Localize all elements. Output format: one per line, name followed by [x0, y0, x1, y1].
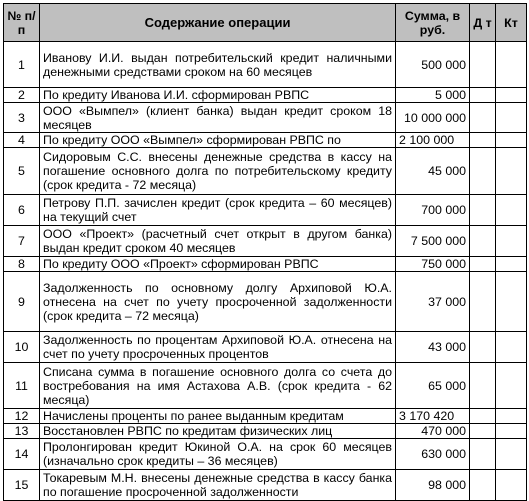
- row-debit: [470, 148, 496, 195]
- operations-table-container: [3, 3, 527, 501]
- header-sum: Сумма, в руб.: [396, 4, 470, 42]
- row-number: 14: [4, 439, 40, 470]
- row-sum: 500 000: [396, 42, 470, 88]
- row-credit: [496, 409, 527, 424]
- row-number: 5: [4, 148, 40, 195]
- row-number: 1: [4, 42, 40, 88]
- row-number: 3: [4, 103, 40, 133]
- row-credit: [496, 424, 527, 439]
- operations-table: [3, 3, 527, 501]
- row-debit: [470, 88, 496, 103]
- row-sum: 98 000: [396, 470, 470, 501]
- row-number: 7: [4, 226, 40, 257]
- row-credit: [496, 88, 527, 103]
- table-row: [4, 470, 527, 501]
- row-sum: 3 170 420: [396, 409, 470, 424]
- table-row: [4, 363, 527, 409]
- table-row: [4, 424, 527, 439]
- row-sum: 7 500 000: [396, 226, 470, 257]
- row-debit: [470, 195, 496, 226]
- row-credit: [496, 148, 527, 195]
- row-debit: [470, 272, 496, 332]
- row-debit: [470, 133, 496, 148]
- row-description: Сидоровым С.С. внесены денежные средства в кассу на погашение основного долга по потребительскому кредиту (срок кредита - 72 месяца): [40, 148, 396, 195]
- header-description: Содержание операции: [40, 4, 396, 42]
- row-debit: [470, 439, 496, 470]
- row-number: 8: [4, 257, 40, 272]
- row-description: Иванову И.И. выдан потребительский кредит наличными денежными средствами сроком на 60 месяцев: [40, 42, 396, 88]
- row-credit: [496, 195, 527, 226]
- row-number: 12: [4, 409, 40, 424]
- row-credit: [496, 470, 527, 501]
- row-sum: 5 000: [396, 88, 470, 103]
- row-debit: [470, 103, 496, 133]
- table-row: [4, 88, 527, 103]
- row-credit: [496, 439, 527, 470]
- row-sum: 43 000: [396, 332, 470, 363]
- row-number: 4: [4, 133, 40, 148]
- header-num: № п/п: [4, 4, 40, 42]
- header-debit: Д т: [470, 4, 496, 42]
- row-credit: [496, 272, 527, 332]
- row-description: ООО «Вымпел» (клиент банка) выдан кредит сроком 18 месяцев: [40, 103, 396, 133]
- row-sum: 37 000: [396, 272, 470, 332]
- header-credit: Кт: [496, 4, 527, 42]
- table-row: [4, 257, 527, 272]
- row-description: По кредиту ООО «Вымпел» сформирован РВПС по: [40, 133, 396, 148]
- row-number: 13: [4, 424, 40, 439]
- row-description: Токаревым М.Н. внесены денежные средства в кассу банка по погашение просроченной задолженности: [40, 470, 396, 501]
- row-description: Петрову П.П. зачислен кредит (срок кредита – 60 месяцев) на текущий счет: [40, 195, 396, 226]
- row-credit: [496, 103, 527, 133]
- table-row: [4, 272, 527, 332]
- row-description: По кредиту ООО «Проект» сформирован РВПС: [40, 257, 396, 272]
- row-sum: 750 000: [396, 257, 470, 272]
- row-sum: 65 000: [396, 363, 470, 409]
- row-sum: 630 000: [396, 439, 470, 470]
- row-credit: [496, 42, 527, 88]
- row-sum: 10 000 000: [396, 103, 470, 133]
- row-number: 15: [4, 470, 40, 501]
- row-sum: 700 000: [396, 195, 470, 226]
- row-debit: [470, 363, 496, 409]
- row-credit: [496, 226, 527, 257]
- row-sum: 2 100 000: [396, 133, 470, 148]
- table-row: [4, 439, 527, 470]
- table-row: [4, 332, 527, 363]
- row-debit: [470, 470, 496, 501]
- row-description: Восстановлен РВПС по кредитам физических лиц: [40, 424, 396, 439]
- row-sum: 45 000: [396, 148, 470, 195]
- row-credit: [496, 363, 527, 409]
- row-number: 9: [4, 272, 40, 332]
- row-debit: [470, 42, 496, 88]
- row-sum: 470 000: [396, 424, 470, 439]
- row-debit: [470, 332, 496, 363]
- table-header-row: [4, 4, 527, 42]
- table-row: [4, 103, 527, 133]
- row-debit: [470, 226, 496, 257]
- row-description: По кредиту Иванова И.И. сформирован РВПС: [40, 88, 396, 103]
- row-debit: [470, 409, 496, 424]
- row-description: Задолженность по процентам Архиповой Ю.А. отнесена на счет по учету просроченных процентов: [40, 332, 396, 363]
- row-description: Пролонгирован кредит Юкиной О.А. на срок 60 месяцев (изначально срок кредиты – 36 месяцев): [40, 439, 396, 470]
- row-number: 10: [4, 332, 40, 363]
- table-row: [4, 226, 527, 257]
- row-number: 6: [4, 195, 40, 226]
- row-number: 11: [4, 363, 40, 409]
- row-credit: [496, 133, 527, 148]
- table-row: [4, 195, 527, 226]
- row-description: Задолженность по основному долгу Архиповой Ю.А. отнесена на счет по учету просроченной задолженности (срок кредита – 72 месяца): [40, 272, 396, 332]
- table-row: [4, 409, 527, 424]
- row-description: ООО «Проект» (расчетный счет открыт в другом банка) выдан кредит сроком 40 месяцев: [40, 226, 396, 257]
- row-debit: [470, 257, 496, 272]
- table-row: [4, 148, 527, 195]
- row-description: Начислены проценты по ранее выданным кредитам: [40, 409, 396, 424]
- row-number: 2: [4, 88, 40, 103]
- row-credit: [496, 257, 527, 272]
- row-credit: [496, 332, 527, 363]
- row-description: Списана сумма в погашение основного долга со счета до востребования на имя Астахова А.В. (срок кредита - 62 месяца): [40, 363, 396, 409]
- row-debit: [470, 424, 496, 439]
- table-row: [4, 133, 527, 148]
- table-row: [4, 42, 527, 88]
